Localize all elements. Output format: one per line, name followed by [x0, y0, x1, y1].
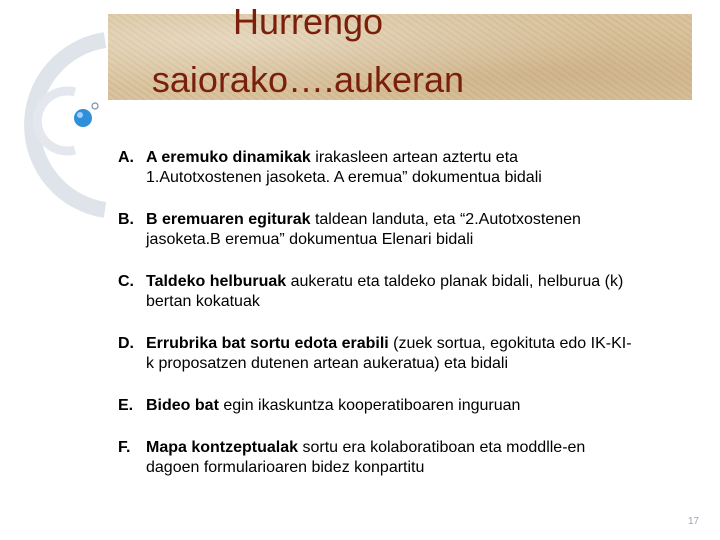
- title-line-1: Hurrengo: [232, 1, 384, 42]
- list-item-a: [118, 148, 638, 188]
- item-letter: B.: [118, 211, 134, 228]
- item-bold: Bideo bat: [146, 397, 219, 414]
- blue-dot-icon: [74, 109, 92, 127]
- item-letter: F.: [118, 439, 131, 456]
- item-letter: A.: [118, 149, 134, 166]
- item-text: taldean landuta, eta “2.Autotxostenen jasoketa.B eremua” dokumentua Elenari bidali: [146, 211, 581, 248]
- slide-title: [108, 2, 508, 100]
- list-item-c: [118, 272, 638, 312]
- decorative-rings: [0, 0, 120, 240]
- list-item-d: [118, 334, 638, 374]
- item-text: aukeratu eta taldeko planak bidali, helburua (k) bertan kokatuak: [146, 273, 624, 310]
- item-bold: Errubrika bat sortu edota erabili: [146, 335, 389, 352]
- item-letter: D.: [118, 335, 134, 352]
- item-bold: A eremuko dinamikak: [146, 149, 311, 166]
- item-text: irakasleen artean aztertu eta 1.Autotxostenen jasoketa. A eremua” dokumentua bidali: [146, 149, 542, 186]
- item-letter: C.: [118, 273, 134, 290]
- title-line-2: saiorako….aukeran: [151, 59, 465, 100]
- item-bold: Mapa kontzeptualak: [146, 439, 299, 456]
- blue-dot-highlight: [77, 112, 83, 118]
- item-text: sortu era kolaboratiboan eta moddlle-en dagoen formularioaren bidez konpartitu: [146, 439, 586, 476]
- small-ring-dot-icon: [92, 103, 98, 109]
- list-item-b: [118, 210, 638, 250]
- item-text: (zuek sortua, egokituta edo IK-KI-k proposatzen dutenen artean aukeratua) eta bidali: [146, 335, 632, 372]
- list-item-e: [118, 396, 638, 416]
- item-bold: B eremuaren egiturak: [146, 211, 311, 228]
- item-bold: Taldeko helburuak: [146, 273, 287, 290]
- ring-large-arc: [32, 40, 105, 210]
- item-list: [118, 148, 638, 478]
- ring-small-arc: [37, 91, 75, 151]
- item-letter: E.: [118, 397, 134, 414]
- item-text: egin ikaskuntza kooperatiboaren inguruan: [218, 397, 521, 414]
- page-number: 17: [688, 516, 700, 527]
- list-item-f: [118, 438, 638, 478]
